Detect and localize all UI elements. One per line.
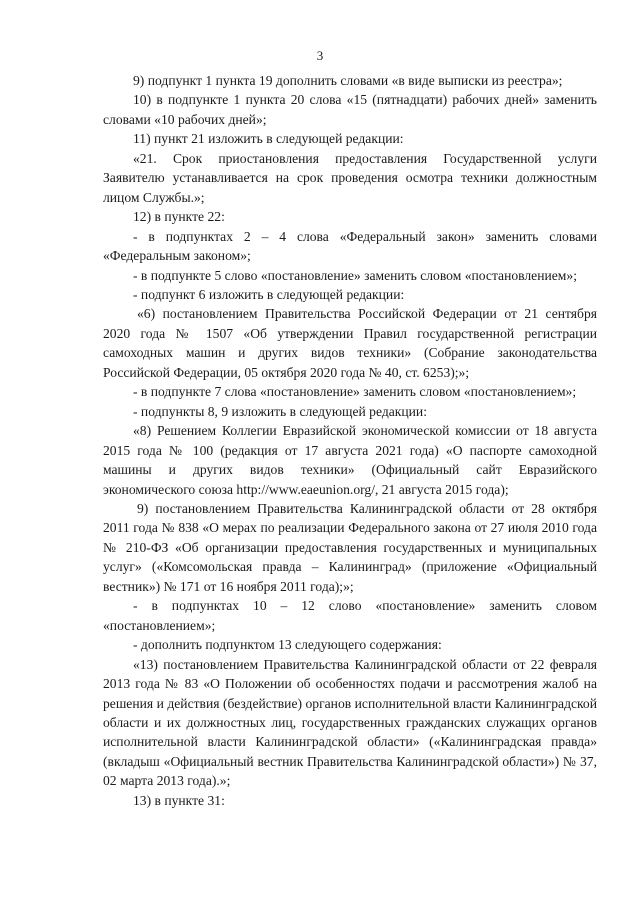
paragraph-subitem-8-9: - подпункты 8, 9 изложить в следующей редакции: xyxy=(133,403,427,419)
paragraph-quote-9: 9) постановлением Правительства Калининградской области от 28 октября 2011 года № 838 «О мерах по реализации Федерального закона от 27 июля 2010 года № 210-ФЗ «Об организации предоставления государственных и муниципальных услуг» («Комсомольская правда – Калининград» (приложение «Официальный вестник») № 171 от 16 ноября 2011 года);»; xyxy=(103,500,597,594)
paragraph-item-10: 10) в подпункте 1 пункта 20 слова «15 (пятнадцати) рабочих дней» заменить словами «10 рабочих дней»; xyxy=(103,92,597,127)
paragraph-subitem-6: - подпункт 6 изложить в следующей редакции: xyxy=(133,286,405,302)
paragraph-subitem-5: - в подпункте 5 слово «постановление» заменить словом «постановлением»; xyxy=(133,267,577,283)
paragraph-add-subitem-13: - дополнить подпунктом 13 следующего содержания: xyxy=(133,637,442,653)
paragraph-subitem-10-12: - в подпунктах 10 – 12 слово «постановление» заменить словом «постановлением»; xyxy=(103,598,597,633)
paragraph-quote-21: «21. Срок приостановления предоставления Государственной услуги Заявителю устанавливается на срок проведения осмотра техники должностным лицом Службы.»; xyxy=(103,150,597,205)
paragraph-item-11: 11) пункт 21 изложить в следующей редакции: xyxy=(133,131,404,147)
paragraph-quote-13: «13) постановлением Правительства Калининградской области от 22 февраля 2013 года № 83 «О Положении об особенностях подачи и рассмотрения жалоб на решения и действия (бездействие) органов исполнительной власти Калининградской области и их должностных лиц, государственных гражданских служащих органов исполнительной власти Калининградской области» («Калининградская правда» (вкладыш «Официальный вестник Правительства Калининградской области») № 37, 02 марта 2013 года).»; xyxy=(103,656,597,789)
paragraph-subitem-2-4: - в подпунктах 2 – 4 слова «Федеральный закон» заменить словами «Федеральным законом»; xyxy=(103,228,597,264)
paragraph-item-13: 13) в пункте 31: xyxy=(133,792,225,808)
paragraph-subitem-7: - в подпункте 7 слова «постановление» заменить словом «постановлением»; xyxy=(133,384,577,400)
document-body xyxy=(103,71,597,810)
page-number: 3 xyxy=(316,48,324,63)
paragraph-item-9: 9) подпункт 1 пункта 19 дополнить словами «в виде выписки из реестра»; xyxy=(133,73,563,88)
paragraph-item-12: 12) в пункте 22: xyxy=(133,209,225,225)
paragraph-quote-6: «6) постановлением Правительства Российской Федерации от 21 сентября 2020 года № 1507 «Об утверждении Правил государственной регистрации самоходных машин и других видов техники» (Собрание законодательства Российской Федерации, 05 октября 2020 года № 40, ст. 6253);»; xyxy=(103,306,597,380)
paragraph-quote-8: «8) Решением Коллегии Евразийской экономической комиссии от 18 августа 2015 года № 100 (редакция от 17 августа 2021 года) «О паспорте самоходной машины и других видов техники» (Официальный сайт Евразийского экономического союза http://www.eaeunion.org/, 21 августа 2015 года); xyxy=(103,423,597,497)
